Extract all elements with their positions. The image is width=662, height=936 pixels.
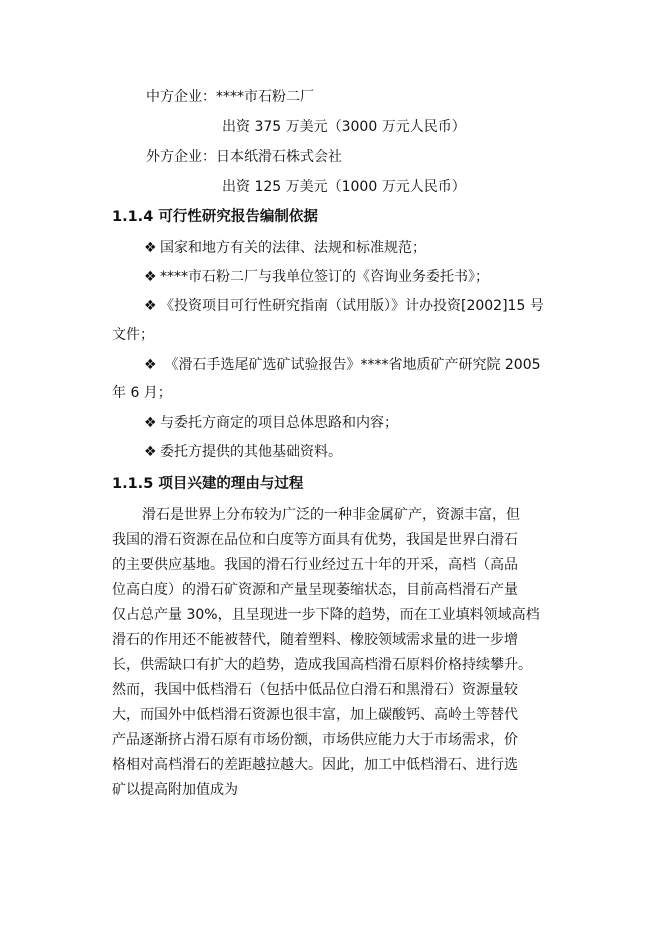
paragraph-line: 滑石是世界上分布较为广泛的一种非金属矿产，资源丰富，但 bbox=[142, 507, 520, 523]
basis-item-text: 《滑石手选尾矿选矿试验报告》****省地质矿产研究院 2005 bbox=[160, 357, 541, 373]
foreign-enterprise-name: 日本纸滑石株式会社 bbox=[216, 149, 342, 165]
basis-item-1 bbox=[144, 239, 426, 257]
basis-item-3 bbox=[144, 297, 544, 315]
basis-item-2 bbox=[144, 268, 489, 286]
paragraph-line: 长，供需缺口有扩大的趋势，造成我国高档滑石原料价格持续攀升。 bbox=[112, 657, 532, 673]
foreign-enterprise-line bbox=[146, 148, 342, 166]
basis-item-text: 与委托方商定的项目总体思路和内容； bbox=[160, 415, 398, 431]
basis-item-text: 委托方提供的其他基础资料。 bbox=[160, 444, 342, 460]
chinese-investment: 出资 375 万美元（3000 万元人民币） bbox=[222, 119, 466, 135]
diamond-bullet-icon: ❖ bbox=[144, 357, 157, 373]
paragraph-line: 矿以提高附加值成为 bbox=[112, 782, 238, 798]
paragraph-line: 格相对高档滑石的差距越拉越大。因此，加工中低档滑石、进行选 bbox=[112, 757, 518, 773]
diamond-bullet-icon: ❖ bbox=[144, 298, 157, 314]
basis-item-text: 国家和地方有关的法律、法规和标准规范； bbox=[160, 240, 426, 256]
basis-item-5 bbox=[144, 414, 398, 432]
chinese-enterprise-name: ****市石粉二厂 bbox=[216, 89, 314, 105]
paragraph-line: 我国的滑石资源在品位和白度等方面具有优势，我国是世界白滑石 bbox=[112, 532, 518, 548]
paragraph-line: 大，而国外中低档滑石资源也很丰富，加上碳酸钙、高岭土等替代 bbox=[112, 707, 518, 723]
chinese-enterprise-label: 中方企业： bbox=[146, 89, 216, 105]
basis-item-4 bbox=[144, 356, 541, 374]
paragraph-line: 产品逐渐挤占滑石原有市场份额，市场供应能力大于市场需求，价 bbox=[112, 732, 518, 748]
section-115-heading: 1.1.5 项目兴建的理由与过程 bbox=[112, 476, 304, 492]
foreign-investment: 出资 125 万美元（1000 万元人民币） bbox=[222, 179, 466, 195]
foreign-enterprise-label: 外方企业： bbox=[146, 149, 216, 165]
basis-item-text: 《投资项目可行性研究指南（试用版）》计办投资[2002]15 号 bbox=[160, 298, 544, 314]
paragraph-line: 仅占总产量 30%，且呈现进一步下降的趋势，而在工业填料领域高档 bbox=[112, 607, 540, 623]
diamond-bullet-icon: ❖ bbox=[144, 240, 157, 256]
basis-item-text: ****市石粉二厂与我单位签订的《咨询业务委托书》； bbox=[160, 269, 489, 285]
section-114-heading: 1.1.4 可行性研究报告编制依据 bbox=[112, 209, 318, 225]
diamond-bullet-icon: ❖ bbox=[144, 444, 157, 460]
paragraph-line: 滑石的作用还不能被替代，随着塑料、橡胶领域需求量的进一步增 bbox=[112, 632, 518, 648]
section-115-paragraph bbox=[112, 503, 572, 803]
basis-item-6 bbox=[144, 443, 342, 461]
paragraph-line: 位高白度）的滑石矿资源和产量呈现萎缩状态，目前高档滑石产量 bbox=[112, 582, 518, 598]
chinese-enterprise-line bbox=[146, 88, 314, 106]
diamond-bullet-icon: ❖ bbox=[144, 415, 157, 431]
paragraph-line: 然而，我国中低档滑石（包括中低品位白滑石和黑滑石）资源量较 bbox=[112, 682, 518, 698]
paragraph-line: 的主要供应基地。我国的滑石行业经过五十年的开采，高档（高品 bbox=[112, 557, 518, 573]
diamond-bullet-icon: ❖ bbox=[144, 269, 157, 285]
basis-item-3-continued: 文件； bbox=[112, 327, 154, 343]
basis-item-4-continued: 年 6 月； bbox=[112, 385, 172, 401]
